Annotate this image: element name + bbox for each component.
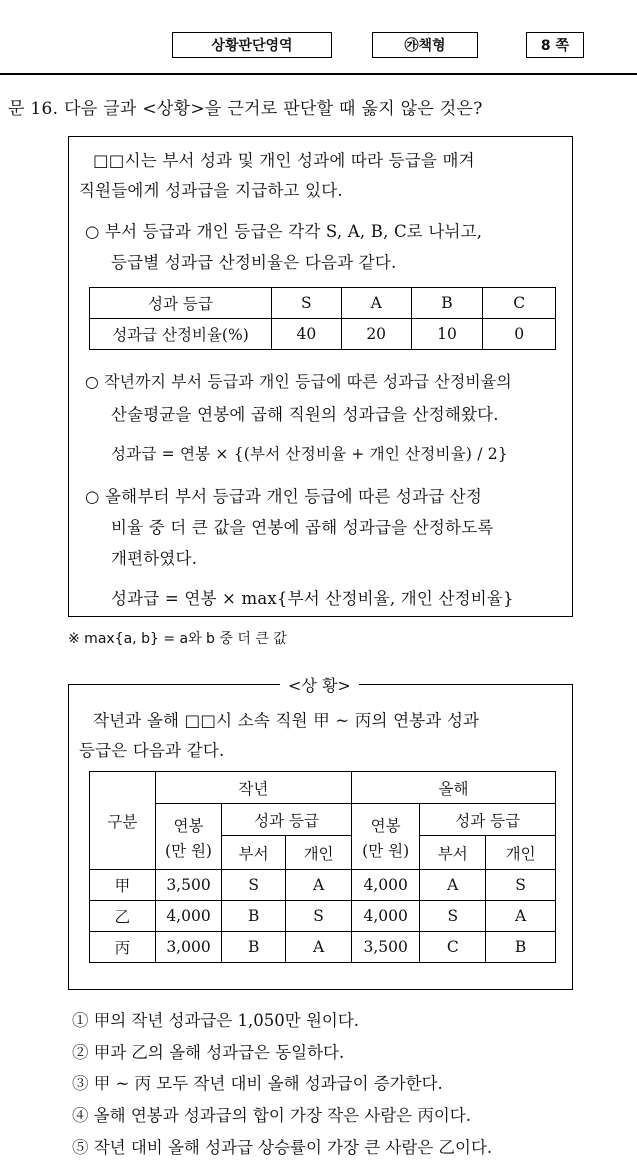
last-year-header: 작년 [155,772,351,804]
choice-4[interactable]: ④ 올해 연봉과 성과급의 합이 가장 작은 사람은 丙이다. [72,1106,471,1125]
passage-bullet2-line1: ○ 작년까지 부서 등급과 개인 등급에 따른 성과급 산정비율의 [85,372,512,391]
ty-dept: S [420,901,486,932]
situation-box [68,676,573,990]
ly-dept-header: 부서 [222,836,286,870]
situation-label: <상 황> [280,673,359,696]
question-title: 문 16. 다음 글과 <상황>을 근거로 판단할 때 옳지 않은 것은? [8,99,483,119]
this-year-header: 올해 [352,772,556,804]
ly-indiv: A [286,932,352,963]
formula-last-year: 성과급 = 연봉 × {(부서 산정비율 + 개인 산정비율) / 2} [111,445,508,463]
passage-intro-line2: 직원들에게 성과급을 지급하고 있다. [79,181,343,200]
choice-2[interactable]: ② 甲과 乙의 올해 성과급은 동일하다. [72,1043,345,1062]
ty-salary: 4,000 [352,901,420,932]
ly-dept: B [222,932,286,963]
situation-line2: 등급은 다음과 같다. [79,741,225,760]
rate-header-label: 성과 등급 [90,288,272,319]
ly-salary: 3,500 [155,870,221,901]
rate-grade: S [271,288,341,319]
rate-table [89,287,556,350]
passage-bullet3-line2: 비율 중 더 큰 값을 연봉에 곱해 성과급을 산정하도록 [111,518,494,537]
ly-grade-header: 성과 등급 [222,804,352,836]
formula-this-year: 성과급 = 연봉 × max{부서 산정비율, 개인 산정비율} [111,589,514,608]
ly-indiv: S [286,901,352,932]
ty-dept: A [420,870,486,901]
passage-bullet1-line2: 등급별 성과급 산정비율은 다음과 같다. [111,253,397,272]
header-divider [0,73,637,75]
rate-value: 20 [341,319,411,350]
ly-salary: 3,000 [155,932,221,963]
ty-salary-header [352,804,420,870]
ty-grade-header: 성과 등급 [420,804,556,836]
rate-value: 40 [271,319,341,350]
rate-grade: B [411,288,483,319]
passage-bullet1-line1: ○ 부서 등급과 개인 등급은 각각 S, A, B, C로 나뉘고, [85,222,483,241]
ly-dept: S [222,870,286,901]
row-name: 丙 [90,932,156,963]
salary-unit: (만 원) [165,841,212,860]
passage-bullet2-line2: 산술평균을 연봉에 곱해 직원의 성과급을 산정해왔다. [111,405,499,424]
passage-box [68,136,573,617]
passage-intro-line1: □□시는 부서 성과 및 개인 성과에 따라 등급을 매겨 [93,151,475,170]
ty-dept: C [420,932,486,963]
choice-3[interactable]: ③ 甲 ~ 丙 모두 작년 대비 올해 성과급이 증가한다. [72,1074,443,1093]
ty-indiv: B [486,932,556,963]
ty-dept-header: 부서 [420,836,486,870]
rate-value: 0 [483,319,556,350]
passage-bullet3-line3: 개편하였다. [111,549,198,568]
col-group-label: 구분 [90,772,156,870]
rate-value: 10 [411,319,483,350]
ly-salary: 4,000 [155,901,221,932]
passage-bullet3-line1: ○ 올해부터 부서 등급과 개인 등급에 따른 성과급 산정 [85,487,483,506]
ly-salary-header [155,804,221,870]
ly-indiv-header: 개인 [286,836,352,870]
row-name: 乙 [90,901,156,932]
rate-row-label: 성과급 산정비율(%) [90,319,272,350]
max-note: ※ max{a, b} = a와 b 중 더 큰 값 [68,631,287,647]
ly-dept: B [222,901,286,932]
ty-indiv: A [486,901,556,932]
salary-unit: (만 원) [362,841,410,860]
salary-label: 연봉 [173,816,204,835]
rate-grade: C [483,288,556,319]
ty-salary: 3,500 [352,932,420,963]
ty-indiv: S [486,870,556,901]
rate-grade: A [341,288,411,319]
choice-1[interactable]: ① 甲의 작년 성과급은 1,050만 원이다. [72,1011,360,1030]
employee-table [89,771,556,963]
page-number: 8 쪽 [526,32,584,58]
row-name: 甲 [90,870,156,901]
ty-indiv-header: 개인 [486,836,556,870]
situation-line1: 작년과 올해 □□시 소속 직원 甲 ~ 丙의 연봉과 성과 [93,711,480,730]
choice-5[interactable]: ⑤ 작년 대비 올해 성과급 상승률이 가장 큰 사람은 乙이다. [72,1138,493,1157]
salary-label: 연봉 [370,816,401,835]
booklet-label: ㉮책형 [372,32,478,58]
ly-indiv: A [286,870,352,901]
section-label: 상황판단영역 [172,32,332,58]
ty-salary: 4,000 [352,870,420,901]
